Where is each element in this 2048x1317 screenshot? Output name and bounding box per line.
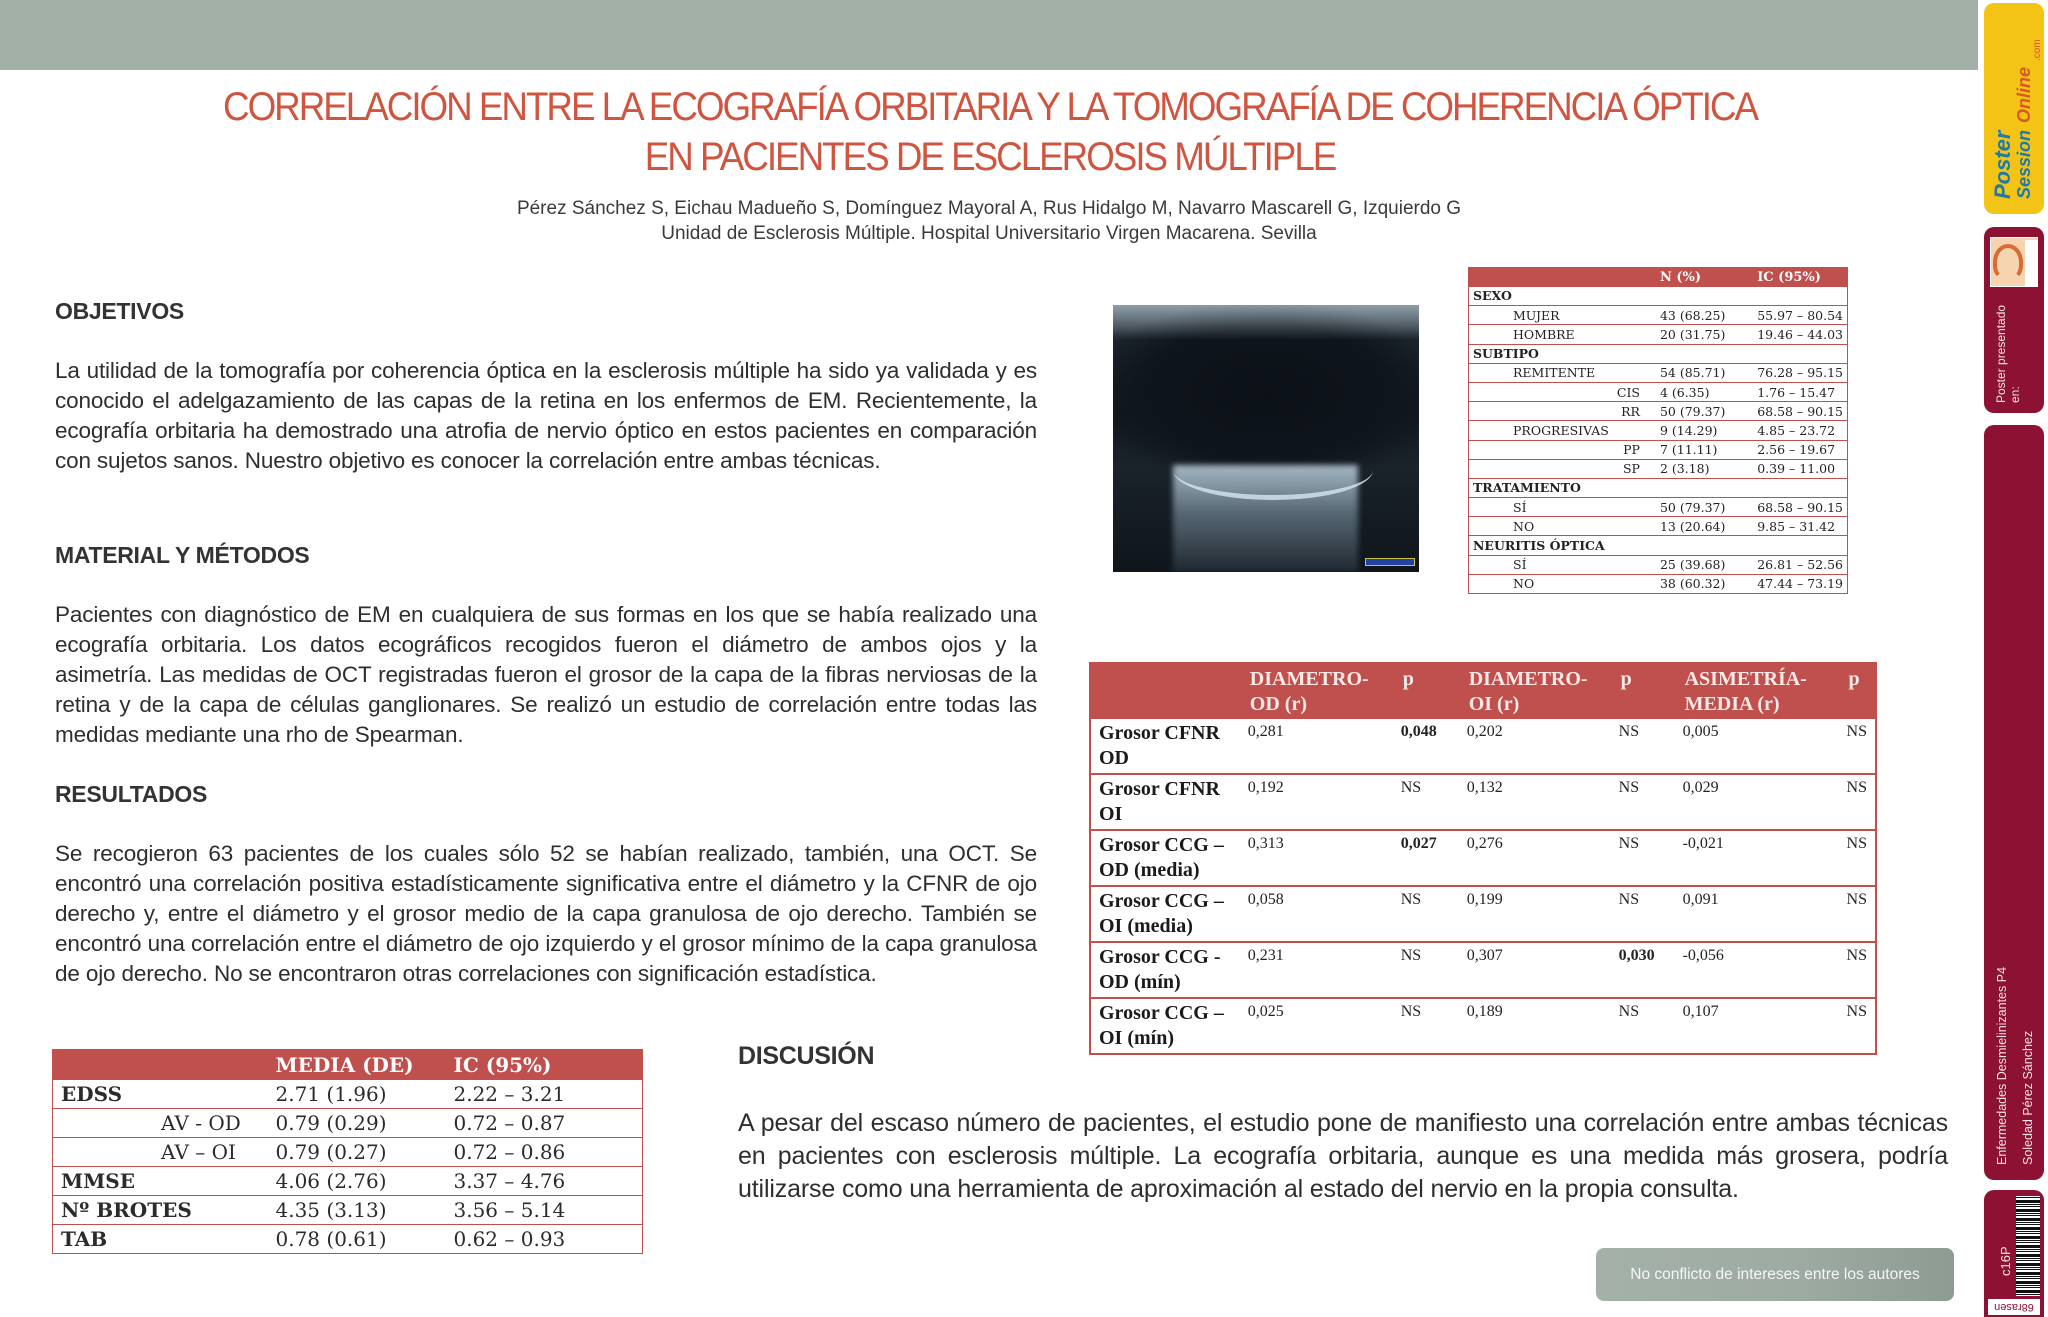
ultrasound-globe-rim [1173,440,1373,500]
corr-asim-r: -0,056 [1675,942,1839,998]
presented-at-panel [1984,227,2044,413]
demo-row-ic: 2.56 – 19.67 [1753,440,1847,459]
corr-diam-oi-p: 0,030 [1611,942,1675,998]
demo-row-ic: 19.46 – 44.03 [1753,325,1847,344]
demo-row-sublabel: CIS [1613,382,1656,401]
scores-row-ic: 3.56 – 5.14 [446,1196,643,1225]
scores-row-label: Nº BROTES [53,1196,268,1225]
correlation-header-row [1090,663,1876,719]
scores-table [52,1049,643,1254]
corr-diam-oi-r: 0,202 [1459,719,1611,774]
correlation-table [1089,662,1877,1055]
demo-row-label: HOMBRE [1469,325,1613,344]
demo-row-sublabel [1613,574,1656,593]
demo-row-sublabel [1613,555,1656,574]
demo-row-ic: 0.39 – 11.00 [1753,459,1847,478]
logo-word-session: Session [2014,129,2034,199]
poster-code: c16P [1998,1246,2013,1276]
corr-diam-oi-r: 0,276 [1459,830,1611,886]
scores-row-ic: 2.22 – 3.21 [446,1080,643,1109]
corr-asim-r: -0,021 [1675,830,1839,886]
corr-diam-od-r: 0,058 [1240,886,1393,942]
correlation-row [1090,774,1876,830]
authors-block [0,196,1978,246]
conflict-of-interest-note: No conflicto de intereses entre los autores [1596,1248,1954,1301]
demo-row-n: 9 (14.29) [1656,421,1753,440]
scores-row-label: AV - OD [53,1109,268,1138]
demo-row-ic: 76.28 – 95.15 [1753,363,1847,382]
demo-row-label: SÍ [1469,498,1613,517]
demographics-row [1469,555,1848,574]
corr-asim-r: 0,005 [1675,719,1839,774]
demographics-row [1469,574,1848,593]
scores-row-ic: 0.72 – 0.86 [446,1138,643,1167]
demo-group-label: SEXO [1469,287,1848,306]
demo-row-ic: 4.85 – 23.72 [1753,421,1847,440]
corr-diam-oi-r: 0,189 [1459,998,1611,1054]
demo-header-blank-2 [1613,268,1656,287]
barcode-icon [2016,1196,2040,1296]
demo-row-n: 2 (3.18) [1656,459,1753,478]
corr-diam-oi-p: NS [1611,830,1675,886]
demographics-row [1469,440,1848,459]
objetivos-text: La utilidad de la tomografía por coherencia óptica en la esclerosis múltiple ha sido ya validada y es conocido el adelgazamiento de las capas de la retina en los enfermos de EM. Recientemente, la ecografía orbitaria ha demostrado una atrofia de nervio óptico en estos pacientes en comparación con sujetos sanos. Nuestro objetivo es conocer la correlación entre ambas técnicas. [55,358,1037,473]
corr-diam-oi-p: NS [1611,774,1675,830]
demographics-row [1469,459,1848,478]
scores-row-media: 4.35 (3.13) [268,1196,446,1225]
correlation-row-label: Grosor CCG – OD (media) [1090,830,1240,886]
corr-diam-od-p: NS [1393,886,1459,942]
demographics-row [1469,517,1848,536]
corr-asim-r: 0,029 [1675,774,1839,830]
demo-row-ic: 26.81 – 52.56 [1753,555,1847,574]
postersessiononline-logo-panel[interactable] [1984,3,2044,214]
scores-row-media: 0.78 (0.61) [268,1225,446,1254]
correlation-row-label: Grosor CCG – OI (mín) [1090,998,1240,1054]
authors: Pérez Sánchez S, Eichau Madueño S, Domínguez Mayoral A, Rus Hidalgo M, Navarro Mascarell G, Izquierdo G [516,198,1462,219]
scores-row [53,1225,643,1254]
demo-row-n: 54 (85.71) [1656,363,1753,382]
resultados-text: Se recogieron 63 pacientes de los cuales sólo 52 se habían realizado, también, una OCT. Se encontró una correlación positiva estadísticamente significativa entre el diámetro y la CFNR de ojo derecho y, entre el diámetro y el grosor medio de la capa granulosa de ojo derecho. También se encontró una correlación entre el diámetro de ojo izquierdo y el grosor mínimo de la capa granulosa de ojo derecho. No se encontraron otras correlaciones con significación estadística. [55,841,1037,986]
demo-row-label [1469,459,1613,478]
metodos-heading: MATERIAL Y MÉTODOS [55,542,310,568]
scores-row [53,1138,643,1167]
correlation-row [1090,830,1876,886]
demographics-row [1469,287,1848,306]
discusion-heading: DISCUSIÓN [738,1042,875,1070]
corr-asim-p: NS [1839,998,1876,1054]
orbital-ultrasound-image [1113,305,1419,572]
corr-asim-p: NS [1839,886,1876,942]
demo-row-ic: 68.58 – 90.15 [1753,402,1847,421]
demographics-row [1469,325,1848,344]
scores-row-label: AV – OI [53,1138,268,1167]
corr-diam-od-p: 0,048 [1393,719,1459,774]
scores-row-media: 0.79 (0.27) [268,1138,446,1167]
demo-header-blank-1 [1469,268,1613,287]
demo-row-n: 4 (6.35) [1656,382,1753,401]
demographics-header-row [1469,268,1848,287]
presented-at-label: Poster presentado en: [1994,304,2022,403]
scores-row-label: TAB [53,1225,268,1254]
corr-diam-od-p: 0,027 [1393,830,1459,886]
demographics-row [1469,421,1848,440]
corr-diam-od-p: NS [1393,998,1459,1054]
corr-diam-od-p: NS [1393,942,1459,998]
demo-row-sublabel [1613,498,1656,517]
scores-header-media: MEDIA (DE) [268,1050,446,1080]
demo-row-label: PROGRESIVAS [1469,421,1613,440]
logo-text-strip [2025,240,2037,286]
demographics-row [1469,498,1848,517]
corr-asim-p: NS [1839,774,1876,830]
demo-row-n: 38 (60.32) [1656,574,1753,593]
corr-diam-od-r: 0,192 [1240,774,1393,830]
corr-header-p3: p [1839,663,1876,719]
demographics-row [1469,536,1848,555]
scores-row-media: 0.79 (0.29) [268,1109,446,1138]
discusion-text: A pesar del escaso número de pacientes, el estudio pone de manifiesto una correlación entre ambas técnicas en pacientes con esclerosis múltiple. La ecografía orbitaria, aunque es una medida más grosera, podría utilizarse como una herramienta de aproximación al estado del nervio en la propia consulta. [738,1109,1948,1203]
scores-header-blank [53,1050,268,1080]
corr-diam-od-r: 0,025 [1240,998,1393,1054]
metodos-text: Pacientes con diagnóstico de EM en cualquiera de sus formas en los que se había realizado una ecografía orbitaria. Los datos ecográficos recogidos fueron el diámetro de ambos ojos y la asimetría. Las medidas de OCT registradas fueron el grosor de la capa de la fibras nerviosas de la retina y de la capa de células ganglionares. Se realizó un estudio de correlación entre todas las medidas mediante una rho de Spearman. [55,602,1037,747]
title-line-1: CORRELACIÓN ENTRE LA ECOGRAFÍA ORBITARIA Y LA TOMOGRAFÍA DE COHERENCIA ÓPTICA [223,85,1757,129]
demo-row-n: 50 (79.37) [1656,498,1753,517]
scores-row [53,1080,643,1109]
poster-code-panel [1984,1190,2044,1317]
correlation-row [1090,719,1876,774]
demo-row-sublabel [1613,306,1656,325]
corr-asim-p: NS [1839,830,1876,886]
corr-header-diam-oi: DIAMETRO-OI (r) [1459,663,1611,719]
correlation-row-label: Grosor CCG – OI (media) [1090,886,1240,942]
ultrasound-tissue-top [1113,305,1419,340]
corr-diam-od-r: 0,231 [1240,942,1393,998]
scores-row-ic: 0.62 – 0.93 [446,1225,643,1254]
demo-row-label: MUJER [1469,306,1613,325]
scores-row-label: MMSE [53,1167,268,1196]
demo-row-n: 50 (79.37) [1656,402,1753,421]
affiliation: Unidad de Esclerosis Múltiple. Hospital Universitario Virgen Macarena. Sevilla [661,223,1317,244]
demo-row-label [1469,382,1613,401]
ultrasound-scale-marker [1365,558,1415,566]
topic-panel [1984,425,2044,1180]
demo-row-ic: 68.58 – 90.15 [1753,498,1847,517]
scores-row [53,1109,643,1138]
demo-row-n: 20 (31.75) [1656,325,1753,344]
congress-logo-icon [1990,237,2038,287]
corr-asim-r: 0,107 [1675,998,1839,1054]
scores-row-ic: 3.37 – 4.76 [446,1167,643,1196]
scores-row [53,1167,643,1196]
demo-row-ic: 55.97 – 80.54 [1753,306,1847,325]
demo-row-sublabel: RR [1613,402,1656,421]
scores-row-ic: 0.72 – 0.87 [446,1109,643,1138]
demo-row-label: NO [1469,517,1613,536]
demo-group-label: TRATAMIENTO [1469,478,1848,497]
scores-row [53,1196,643,1225]
scores-header-ic: IC (95%) [446,1050,643,1080]
corr-diam-oi-p: NS [1611,719,1675,774]
demo-row-sublabel [1613,325,1656,344]
demo-group-label: NEURITIS ÓPTICA [1469,536,1848,555]
correlation-row [1090,998,1876,1054]
demo-row-n: 13 (20.64) [1656,517,1753,536]
correlation-row-label: Grosor CCG - OD (mín) [1090,942,1240,998]
corr-diam-oi-r: 0,199 [1459,886,1611,942]
scores-row-media: 2.71 (1.96) [268,1080,446,1109]
demographics-row [1469,344,1848,363]
demographics-row [1469,478,1848,497]
corr-diam-oi-p: NS [1611,886,1675,942]
correlation-row-label: Grosor CFNR OI [1090,774,1240,830]
demo-row-ic: 9.85 – 31.42 [1753,517,1847,536]
corr-diam-oi-r: 0,307 [1459,942,1611,998]
corr-header-p2: p [1611,663,1675,719]
corr-asim-r: 0,091 [1675,886,1839,942]
crest-icon [1993,244,2023,280]
demo-row-ic: 47.44 – 73.19 [1753,574,1847,593]
demo-header-n: N (%) [1656,268,1753,287]
title-line-2: EN PACIENTES DE ESCLEROSIS MÚLTIPLE [644,135,1336,179]
demo-row-sublabel: PP [1613,440,1656,459]
bottom-code: 68rasen [1988,1299,2040,1315]
demo-row-label: SÍ [1469,555,1613,574]
demo-header-ic: IC (95%) [1753,268,1847,287]
corr-header-diam-od: DIAMETRO-OD (r) [1240,663,1393,719]
corr-diam-od-r: 0,281 [1240,719,1393,774]
demographics-table [1468,267,1848,594]
demo-row-n: 43 (68.25) [1656,306,1753,325]
demographics-row [1469,306,1848,325]
demographics-row [1469,402,1848,421]
corr-header-p1: p [1393,663,1459,719]
corr-header-blank [1090,663,1240,719]
demo-row-sublabel [1613,517,1656,536]
topic-label: Enfermedades Desmielinizantes P4 [1995,966,2009,1165]
logo-domain: .com [2032,39,2043,61]
resultados-heading: RESULTADOS [55,781,208,807]
demo-row-label: REMITENTE [1469,363,1613,382]
scores-header-row [53,1050,643,1080]
top-banner [0,0,1978,70]
demo-row-n: 25 (39.68) [1656,555,1753,574]
objetivos-heading: OBJETIVOS [55,298,184,324]
poster-title [134,82,1845,182]
corr-diam-oi-r: 0,132 [1459,774,1611,830]
demo-row-n: 7 (11.11) [1656,440,1753,459]
correlation-row [1090,886,1876,942]
corr-diam-od-p: NS [1393,774,1459,830]
demographics-row [1469,382,1848,401]
logo-word-poster: Poster [1990,130,2015,199]
logo-word-online: Online [2014,66,2034,123]
demo-row-sublabel [1613,363,1656,382]
correlation-row [1090,942,1876,998]
corr-diam-od-r: 0,313 [1240,830,1393,886]
demo-row-label [1469,440,1613,459]
demo-row-sublabel: SP [1613,459,1656,478]
corr-asim-p: NS [1839,719,1876,774]
demo-row-label [1469,402,1613,421]
presenter-name: Soledad Pérez Sánchez [2021,1030,2035,1165]
scores-row-media: 4.06 (2.76) [268,1167,446,1196]
demo-row-label: NO [1469,574,1613,593]
scores-row-label: EDSS [53,1080,268,1109]
demo-row-sublabel [1613,421,1656,440]
demo-row-ic: 1.76 – 15.47 [1753,382,1847,401]
corr-asim-p: NS [1839,942,1876,998]
corr-header-asim: ASIMETRÍA-MEDIA (r) [1675,663,1839,719]
correlation-row-label: Grosor CFNR OD [1090,719,1240,774]
corr-diam-oi-p: NS [1611,998,1675,1054]
demo-group-label: SUBTIPO [1469,344,1848,363]
demographics-row [1469,363,1848,382]
